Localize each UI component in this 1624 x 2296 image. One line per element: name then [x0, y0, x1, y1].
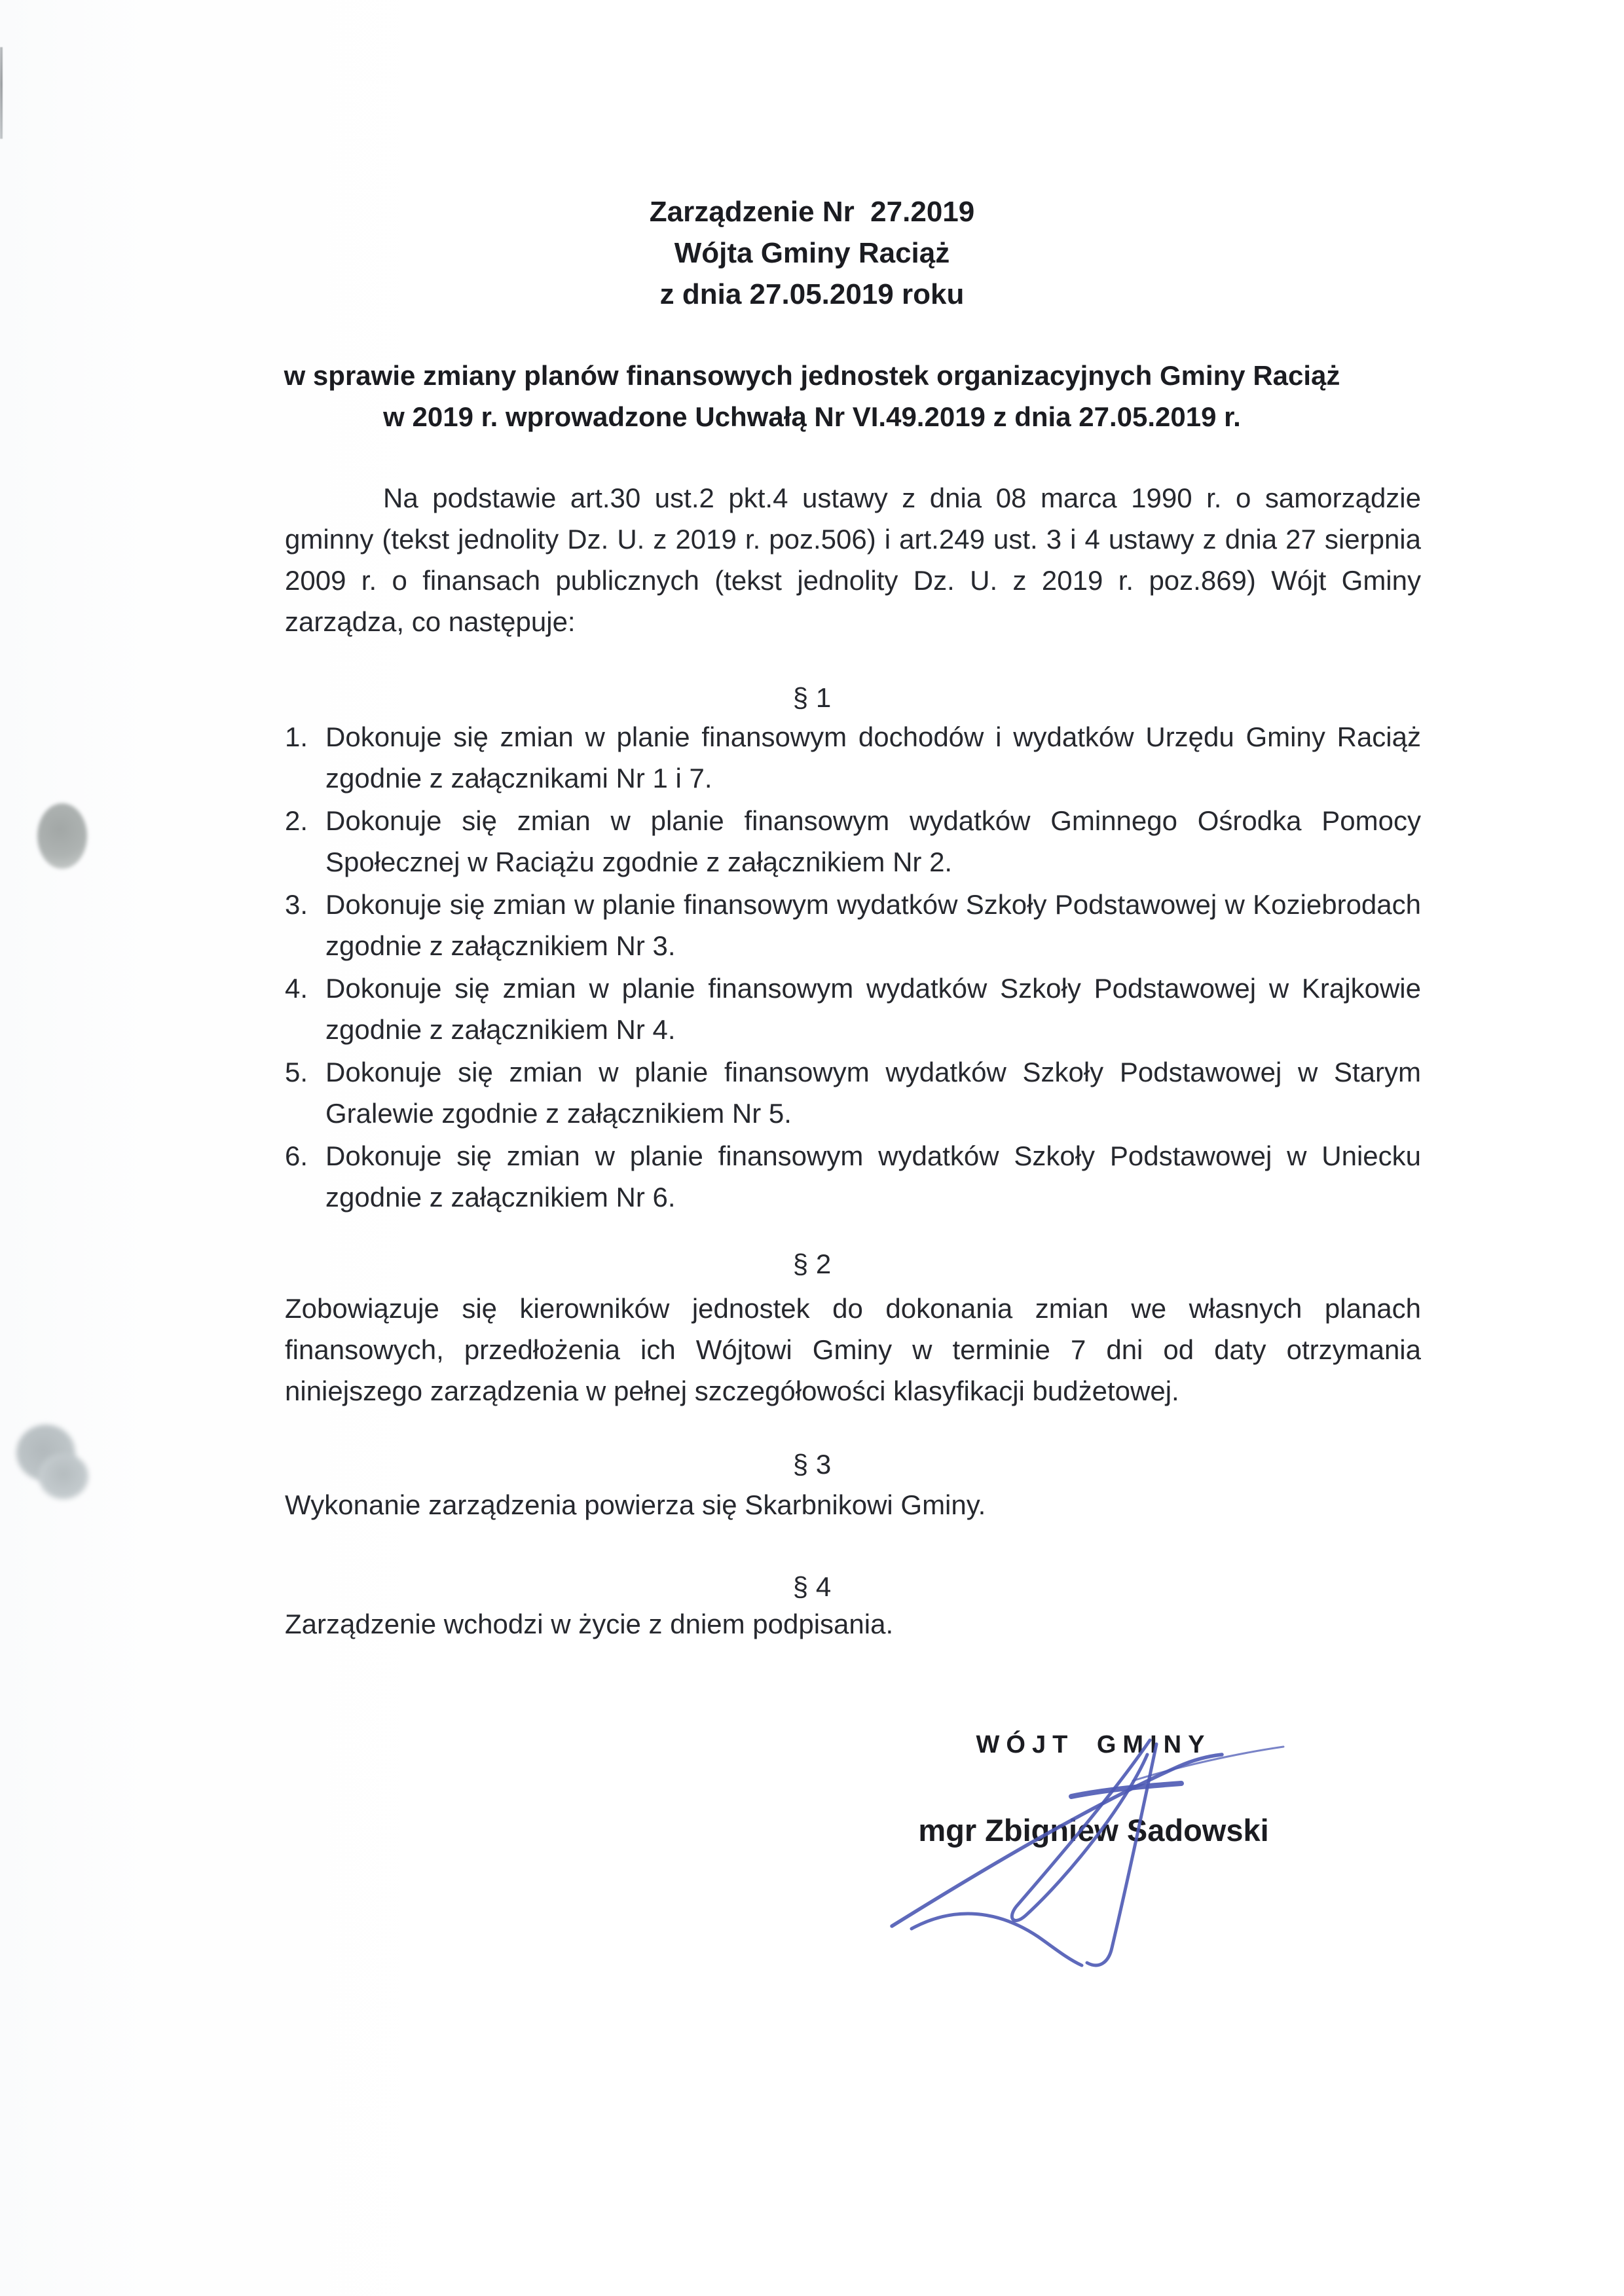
- list-item-text: Dokonuje się zmian w planie finansowym wydatków Gminnego Ośrodka Pomocy Społecznej w Raciążu zgodnie z załącznikiem Nr 2.: [325, 805, 1421, 877]
- title-line-issuer: Wójta Gminy Raciąż: [674, 237, 950, 269]
- list-item-text: Dokonuje się zmian w planie finansowym dochodów i wydatków Urzędu Gminy Raciąż zgodnie z załącznikami Nr 1 i 7.: [325, 721, 1421, 793]
- list-item: [285, 716, 1421, 799]
- list-item: [285, 884, 1421, 966]
- section-1-header: § 1: [792, 682, 832, 713]
- section-3-body: Wykonanie zarządzenia powierza się Skarbnikowi Gminy.: [285, 1489, 986, 1520]
- hole-punch-mark-top: [37, 803, 87, 869]
- section-1-list: [285, 716, 1421, 1219]
- list-item-text: Dokonuje się zmian w planie finansowym wydatków Szkoły Podstawowej w Krajkowie zgodnie z załącznikiem Nr 4.: [325, 973, 1421, 1045]
- section-4-header: § 4: [792, 1571, 832, 1602]
- signature-printed-name: mgr Zbigniew Sadowski: [918, 1813, 1269, 1848]
- list-item: [285, 1051, 1421, 1134]
- list-item-number: 4.: [285, 973, 308, 1004]
- list-item: [285, 968, 1421, 1050]
- document-title: [0, 191, 1624, 315]
- list-item-number: 1.: [285, 721, 308, 752]
- section-3-header: § 3: [792, 1449, 832, 1480]
- list-item: [285, 800, 1421, 883]
- section-2-header: § 2: [792, 1248, 832, 1279]
- list-item-number: 3.: [285, 889, 308, 920]
- list-item-text: Dokonuje się zmian w planie finansowym wydatków Szkoły Podstawowej w Koziebrodach zgodnie z załącznikiem Nr 3.: [325, 889, 1421, 961]
- handwritten-signature-scribble: [851, 1696, 1323, 1984]
- list-item-text: Dokonuje się zmian w planie finansowym wydatków Szkoły Podstawowej w Starym Gralewie zgodnie z załącznikiem Nr 5.: [325, 1057, 1421, 1129]
- list-item-text: Dokonuje się zmian w planie finansowym wydatków Szkoły Podstawowej w Uniecku zgodnie z załącznikiem Nr 6.: [325, 1140, 1421, 1212]
- list-item-number: 2.: [285, 805, 308, 836]
- section-4-body: Zarządzenie wchodzi w życie z dniem podpisania.: [285, 1609, 894, 1639]
- subject-line-1: w sprawie zmiany planów finansowych jednostek organizacyjnych Gminy Raciąż: [284, 360, 1340, 391]
- title-line-date: z dnia 27.05.2019 roku: [659, 278, 965, 310]
- legal-preamble: Na podstawie art.30 ust.2 pkt.4 ustawy z dnia 08 marca 1990 r. o samorządzie gminny (tekst jednolity Dz. U. z 2019 r. poz.506) i art.249 ust. 3 i 4 ustawy z dnia 27 sierpnia 2009 r. o finansach publicznych (tekst jednolity Dz. U. z 2019 r. poz.869) Wójt Gminy zarządza, co następuje:: [285, 483, 1421, 637]
- subject-line-2: w 2019 r. wprowadzone Uchwałą Nr VI.49.2019 z dnia 27.05.2019 r.: [383, 401, 1241, 432]
- signature-role-title: WÓJT GMINY: [976, 1731, 1211, 1758]
- scan-edge-mark: [0, 47, 3, 139]
- list-item: [285, 1135, 1421, 1218]
- document-subject: [0, 355, 1624, 437]
- list-item-number: 6.: [285, 1140, 308, 1171]
- section-2-body: Zobowiązuje się kierowników jednostek do dokonania zmian we własnych planach finansowych, przedłożenia ich Wójtowi Gminy w terminie 7 dni od daty otrzymania niniejszego zarządzenia w pełnej szczegółowości klasyfikacji budżetowej.: [285, 1293, 1421, 1406]
- list-item-number: 5.: [285, 1057, 308, 1087]
- title-line-number: Zarządzenie Nr 27.2019: [649, 196, 975, 228]
